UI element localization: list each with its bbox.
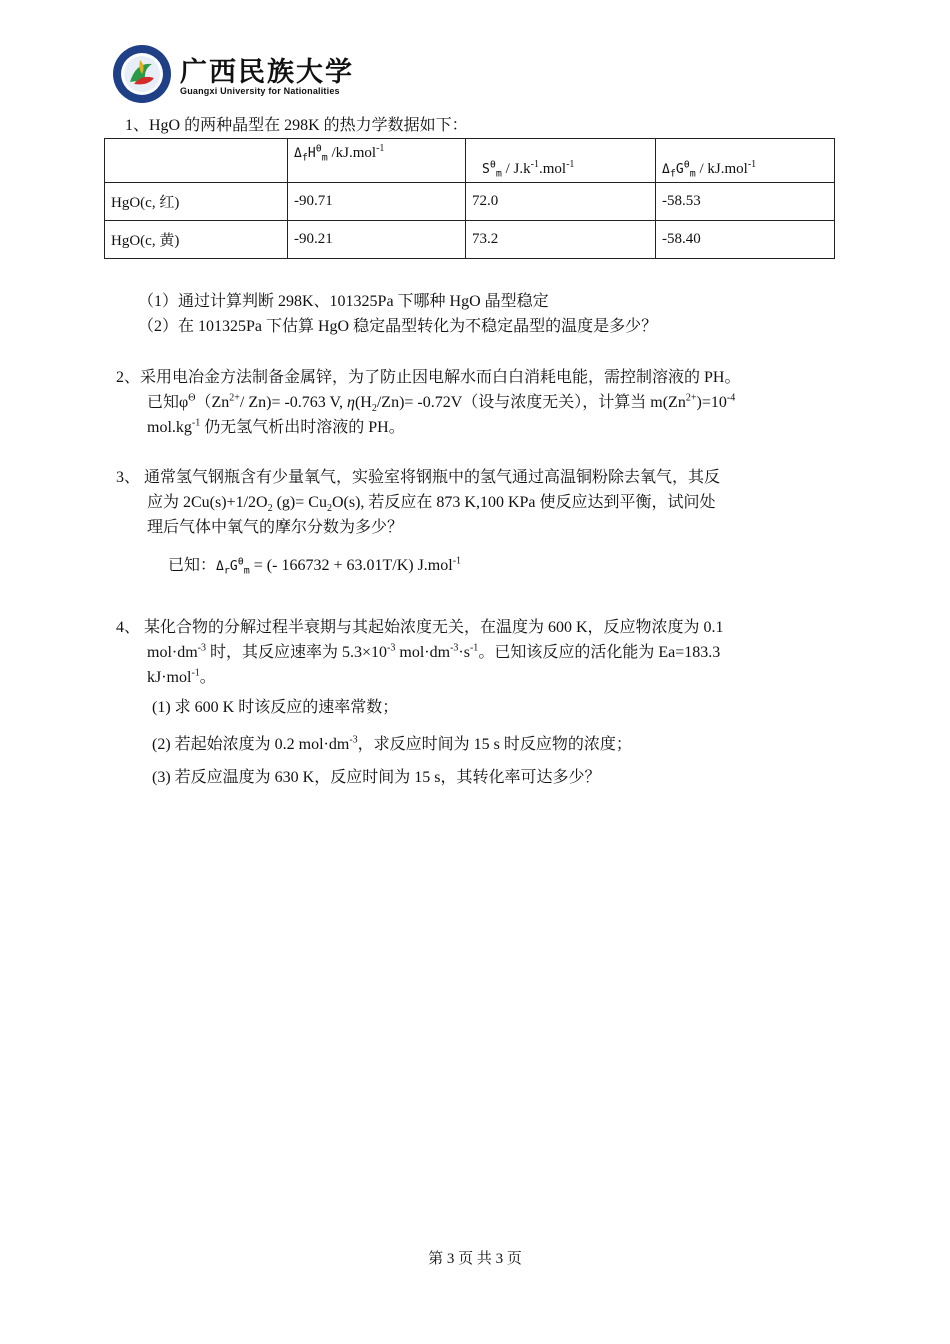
table-header-cell: $\Delta_fH^\theta_m$ /kJ.mol$^{-1}$	[288, 139, 466, 183]
table-row	[105, 183, 835, 221]
table-row	[105, 221, 835, 259]
q4-sub2: (2) 若起始浓度为 0.2 $mol\cdot dm^{-3}$，求反应时间为 15 s 时反应物的浓度；	[152, 734, 632, 753]
table-header-cell	[105, 139, 288, 183]
q2-line2: 已知$\varphi^\Theta(Zn^{2+}/$ Zn)= -0.763 V, $\eta(H_2/Zn)= -0.72V$（设与浓度无关），计算当 $m(Zn^{2+})=10^{-4}$	[147, 392, 736, 415]
q1-sub2: （2）在 101325Pa 下估算 HgO 稳定晶型转化为不稳定晶型的温度是多少？	[138, 318, 658, 335]
university-seal-logo	[112, 44, 172, 104]
q1-intro: 1、HgO 的两种晶型在 298K 的热力学数据如下：	[125, 117, 468, 134]
q3-line3: 理后气体中氧气的摩尔分数为多少？	[147, 519, 404, 536]
table-header-row	[105, 139, 835, 183]
table-cell: -90.71	[288, 183, 466, 221]
table-header-cell: $S^\theta_m / J.k^{-1}.mol^{-1}$	[466, 139, 656, 183]
q4-line1: 4、 某化合物的分解过程半衰期与其起始浓度无关，在温度为 600 K，反应物浓度为 0.1	[116, 619, 724, 636]
q2-line3: $mol.kg^{-1}$ 仍无氢气析出时溶液的 PH。	[147, 417, 405, 436]
q4-line2: $mol\cdot dm^{-3}$ 时，其反应速率为 $5.3\times 10^{-3}$ $mol\cdot dm^{-3}\cdot s^{-1}$。已知该反应的活化能为 Ea=183.3	[147, 642, 721, 661]
table-cell: -58.53	[656, 183, 835, 221]
university-name-en: Guangxi University for Nationalities	[180, 86, 340, 96]
university-name-cn: 广西民族大学	[180, 57, 354, 88]
table-cell: HgO(c, 红)	[105, 183, 288, 221]
q1-sub1: （1）通过计算判断 298K、101325Pa 下哪种 HgO 晶型稳定	[138, 293, 549, 310]
q3-line1: 3、 通常氢气钢瓶含有少量氧气，实验室将钢瓶中的氢气通过高温铜粉除去氧气，其反	[116, 469, 721, 486]
q4-line3: kJ·mol$^{-1}$。	[147, 667, 216, 686]
table-cell: HgO(c, 黄)	[105, 221, 288, 259]
thermo-data-table	[104, 138, 835, 259]
table-header-cell: $\Delta_fG^\theta_m / kJ.mol^{-1}$	[656, 139, 835, 183]
q3-line2: 应为 $2Cu(s)+1/2O_2$ $(g)= Cu_2O(s)$, 若反应在 873 K,100 KPa 使反应达到平衡，试问处	[147, 494, 716, 515]
table-cell: -58.40	[656, 221, 835, 259]
page-number: 第 3 页 共 3 页	[428, 1251, 522, 1267]
q3-given: 已知：$\Delta_rG^\theta_m$ = (- 166732 + 63.01T/K) J.mol$^{-1}$	[168, 555, 462, 577]
q2-line1: 2、采用电冶金方法制备金属锌，为了防止因电解水而白白消耗电能，需控制溶液的 PH。	[116, 369, 741, 386]
table-cell: 72.0	[466, 183, 656, 221]
table-cell: -90.21	[288, 221, 466, 259]
q4-sub1: (1) 求 600 K 时该反应的速率常数；	[152, 699, 399, 716]
table-cell: 73.2	[466, 221, 656, 259]
q4-sub3: (3) 若反应温度为 630 K，反应时间为 15 s，其转化率可达多少？	[152, 769, 601, 786]
